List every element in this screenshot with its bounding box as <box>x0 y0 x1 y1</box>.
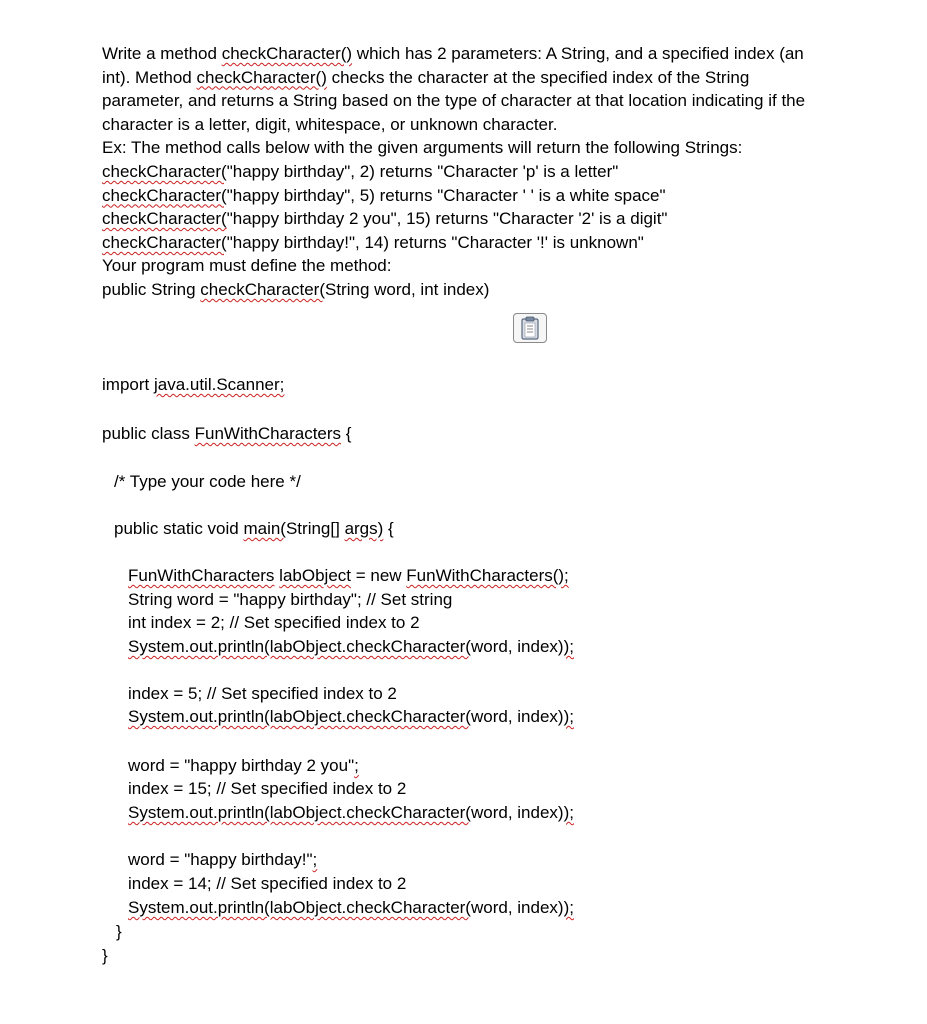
problem-statement <box>102 42 882 302</box>
index-assignment-3: index = 15; // Set specified index to 2 <box>128 779 407 798</box>
example-1: checkCharacter("happy birthday", 2) returns "Character 'p' is a letter" <box>102 161 619 181</box>
main-declaration: public static void main(String[] args) { <box>114 519 394 538</box>
example-3: checkCharacter("happy birthday 2 you", 15) returns "Character '2' is a digit" <box>102 209 668 229</box>
problem-line-2: int). Method checkCharacter() checks the character at the specified index of the String <box>102 67 750 87</box>
println-call-1: System.out.println(labObject.checkCharacter(word, index)); <box>128 637 574 656</box>
problem-line-5: Ex: The method calls below with the given arguments will return the following Strings: <box>102 138 743 158</box>
println-call-2: System.out.println(labObject.checkCharacter(word, index)); <box>128 707 574 726</box>
example-2: checkCharacter("happy birthday", 5) returns "Character ' ' is a white space" <box>102 185 666 205</box>
word-assignment-3: word = "happy birthday 2 you"; <box>128 756 359 775</box>
index-assignment-4: index = 14; // Set specified index to 2 <box>128 874 407 893</box>
word-assignment-1: String word = "happy birthday"; // Set string <box>128 590 453 609</box>
code-comment: /* Type your code here */ <box>114 472 301 491</box>
object-creation: FunWithCharacters labObject = new FunWithCharacters(); <box>128 566 569 585</box>
problem-line-6: Your program must define the method: <box>102 256 392 276</box>
index-assignment-2: index = 5; // Set specified index to 2 <box>128 684 397 703</box>
main-close-brace: } <box>116 922 122 941</box>
problem-line-4: character is a letter, digit, whitespace, or unknown character. <box>102 114 558 134</box>
println-call-4: System.out.println(labObject.checkCharacter(word, index)); <box>128 898 574 917</box>
problem-line-3: parameter, and returns a String based on the type of character at that location indicating if the <box>102 91 806 111</box>
class-declaration: public class FunWithCharacters { <box>102 424 352 443</box>
example-4: checkCharacter("happy birthday!", 14) returns "Character '!' is unknown" <box>102 232 644 252</box>
clipboard-icon[interactable] <box>513 313 547 343</box>
index-assignment-1: int index = 2; // Set specified index to 2 <box>128 613 420 632</box>
problem-line-1: Write a method checkCharacter() which has 2 parameters: A String, and a specified index (an <box>102 44 804 63</box>
import-line: import java.util.Scanner; <box>102 375 285 394</box>
method-signature: public String checkCharacter(String word, int index) <box>102 279 490 299</box>
word-assignment-4: word = "happy birthday!"; <box>128 850 318 869</box>
class-close-brace: } <box>102 946 108 965</box>
println-call-3: System.out.println(labObject.checkCharacter(word, index)); <box>128 803 574 822</box>
